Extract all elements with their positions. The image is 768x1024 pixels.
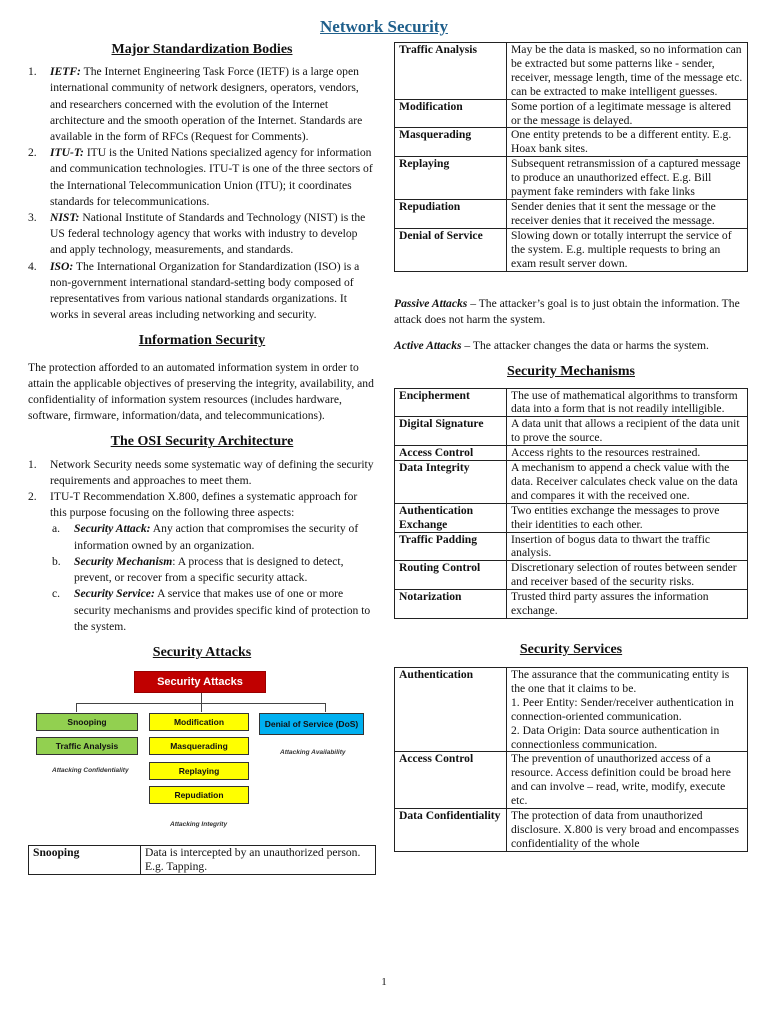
table-cell-term: Access Control	[395, 752, 507, 809]
table-cell-desc: Insertion of bogus data to thwart the traffic analysis.	[507, 532, 748, 561]
table-cell-desc: Trusted third party assures the information exchange.	[507, 590, 748, 619]
security-attacks-heading: Security Attacks	[152, 644, 252, 660]
active-attacks-text: Active Attacks – The attacker changes the data or harms the system.	[394, 338, 709, 352]
standardization-heading: Major Standardization Bodies	[111, 42, 293, 57]
table-cell-term: Masquerading	[395, 128, 507, 157]
osi-list	[28, 457, 376, 522]
table-cell-term: Data Confidentiality	[395, 809, 507, 852]
list-item: 2. ITU-T Recommendation X.800, defines a systematic approach for this purpose focusing on the following three aspects:	[28, 490, 358, 520]
table-cell-term: Authentication	[395, 668, 507, 752]
table-cell-term: Data Integrity	[395, 461, 507, 504]
table-cell-term: Digital Signature	[395, 417, 507, 446]
connector-line	[76, 703, 77, 712]
diagram-modification: Modification	[149, 713, 249, 731]
table-row	[395, 503, 748, 532]
table-cell-term: Traffic Padding	[395, 532, 507, 561]
table-row	[395, 43, 748, 100]
table-row	[395, 461, 748, 504]
table-row	[395, 199, 748, 228]
table-row	[395, 99, 748, 128]
table-cell-term: Notarization	[395, 590, 507, 619]
table-row	[395, 417, 748, 446]
table-row	[395, 590, 748, 619]
services-heading: Security Services	[519, 642, 623, 657]
diagram-snooping: Snooping	[36, 713, 138, 731]
standardization-list	[28, 64, 376, 323]
list-item: 4. ISO: The International Organization for Standardization (ISO) is a non-government international standard-setting body composed of representatives from various national standards organizations. It works in several areas including networking and security.	[28, 259, 360, 322]
info-security-text: The protection afforded to an automated information system in order to attain the applicable objectives of preserving the integrity, availability, and confidentiality of information system resources (includes hardware, software, firmware, information/data, and telecommunications).	[28, 360, 374, 423]
list-item: c. Security Service: A service that makes use of one or more security mechanisms and provides specific kind of protection to the system.	[52, 587, 371, 633]
services-table	[394, 667, 748, 852]
osi-heading: The OSI Security Architecture	[110, 434, 294, 450]
list-item: 3. NIST: National Institute of Standards and Technology (NIST) is the US federal technology agency that works with industry to develop and apply technology, measurements, and standards.	[28, 211, 366, 257]
table-cell-desc: The assurance that the communicating entity is the one that it claims to be. 1. Peer Entity: Sender/receiver authentication in connection-oriented communication. 2. Data Origin: Data source authentication in connectionless communication.	[507, 668, 748, 752]
table-cell-desc: Some portion of a legitimate message is altered or the message is delayed.	[507, 99, 748, 128]
table-row	[395, 809, 748, 852]
connector-line	[201, 693, 202, 703]
table-cell-desc: The prevention of unauthorized access of a resource. Access definition could be broad here and can involve – read, write, modify, execute etc.	[507, 752, 748, 809]
snooping-table	[28, 845, 376, 875]
diagram-root-security-attacks: Security Attacks	[134, 671, 266, 693]
table-cell-term: Snooping	[29, 846, 141, 875]
mechanisms-table	[394, 388, 748, 620]
table-row	[395, 157, 748, 200]
table-cell-desc: Access rights to the resources restrained.	[507, 446, 748, 461]
table-cell-desc: A data unit that allows a recipient of the data unit to prove the source.	[507, 417, 748, 446]
diagram-masquerading: Masquerading	[149, 737, 249, 755]
page-number: 1	[381, 976, 387, 988]
connector-line	[201, 703, 202, 712]
passive-attacks-text: Passive Attacks – The attacker’s goal is to just obtain the information. The attack does not harm the system.	[394, 296, 740, 326]
table-cell-term: Routing Control	[395, 561, 507, 590]
table-cell-term: Access Control	[395, 446, 507, 461]
page-title: Network Security	[320, 17, 448, 36]
security-attacks-diagram	[34, 671, 364, 839]
caption-attacking-availability: Attacking Availability	[280, 749, 346, 757]
table-cell-desc: May be the data is masked, so no information can be extracted but some patterns like - sender, receiver, message length, time of the message etc. can be extracted to make intelligent guesses.	[507, 43, 748, 100]
info-security-heading: Information Security	[138, 333, 266, 349]
table-cell-desc: Two entities exchange the messages to prove their identities to each other.	[507, 503, 748, 532]
table-cell-desc: Discretionary selection of routes between sender and receiver based of the security risks.	[507, 561, 748, 590]
table-cell-term: Modification	[395, 99, 507, 128]
table-cell-term: Traffic Analysis	[395, 43, 507, 100]
table-cell-desc: The protection of data from unauthorized disclosure. X.800 is very broad and encompasses confidentiality of the whole	[507, 809, 748, 852]
table-cell-term: Replaying	[395, 157, 507, 200]
attacks-table	[394, 42, 748, 272]
list-item: a. Security Attack: Any action that compromises the security of information owned by an organization.	[52, 522, 359, 552]
caption-attacking-integrity: Attacking Integrity	[170, 821, 228, 829]
table-row	[395, 561, 748, 590]
diagram-traffic-analysis: Traffic Analysis	[36, 737, 138, 755]
table-cell-desc: Slowing down or totally interrupt the service of the system. E.g. multiple requests to bring an exam result server down.	[507, 228, 748, 271]
caption-attacking-confidentiality: Attacking Confidentiality	[52, 767, 129, 775]
table-cell-term: Encipherment	[395, 388, 507, 417]
list-item: 2. ITU-T: ITU is the United Nations specialized agency for information and communication technologies. ITU-T is one of the three sectors of the International Telecommunication Union (ITU); it coordinates standards for telecommunications.	[28, 146, 373, 208]
table-cell-term: Repudiation	[395, 199, 507, 228]
table-row	[395, 668, 748, 752]
right-column	[394, 42, 748, 852]
diagram-replaying: Replaying	[149, 762, 249, 780]
list-item: b. Security Mechanism: A process that is designed to detect, prevent, or recover from a specific security attack.	[52, 554, 344, 585]
table-cell-desc: Subsequent retransmission of a captured message to produce an unauthorized effect. E.g. Bill payment fake reminders with fake links	[507, 157, 748, 200]
table-row	[395, 752, 748, 809]
table-cell-term: Denial of Service	[395, 228, 507, 271]
table-row	[395, 532, 748, 561]
mechanisms-heading: Security Mechanisms	[507, 363, 635, 379]
diagram-denial-of-service: Denial of Service (DoS)	[259, 713, 364, 735]
left-column	[28, 42, 376, 875]
table-cell-desc: Sender denies that it sent the message or the receiver denies that it received the message.	[507, 199, 748, 228]
table-row	[395, 128, 748, 157]
table-row	[29, 846, 376, 875]
table-cell-desc: One entity pretends to be a different entity. E.g. Hoax bank sites.	[507, 128, 748, 157]
diagram-repudiation: Repudiation	[149, 786, 249, 804]
list-item: 1. Network Security needs some systematic way of defining the security requirements and approaches to meet them.	[28, 457, 374, 487]
table-row	[395, 228, 748, 271]
table-cell-desc: Data is intercepted by an unauthorized person. E.g. Tapping.	[141, 846, 376, 875]
table-cell-desc: The use of mathematical algorithms to transform data into a form that is not readily intelligible.	[507, 388, 748, 417]
table-row	[395, 388, 748, 417]
table-cell-term: Authentication Exchange	[395, 503, 507, 532]
table-cell-desc: A mechanism to append a check value with the data. Receiver calculates check value on the data and compares it with the received one.	[507, 461, 748, 504]
list-item: 1. IETF: The Internet Engineering Task Force (IETF) is a large open international community of network designers, operators, vendors, and researchers concerned with the evolution of the Internet architecture and the smooth operation of the Internet. Standards are available in the form of RFCs (Request for Comments).	[28, 65, 363, 144]
osi-sub-list	[28, 521, 376, 634]
connector-line	[325, 703, 326, 712]
table-row	[395, 446, 748, 461]
